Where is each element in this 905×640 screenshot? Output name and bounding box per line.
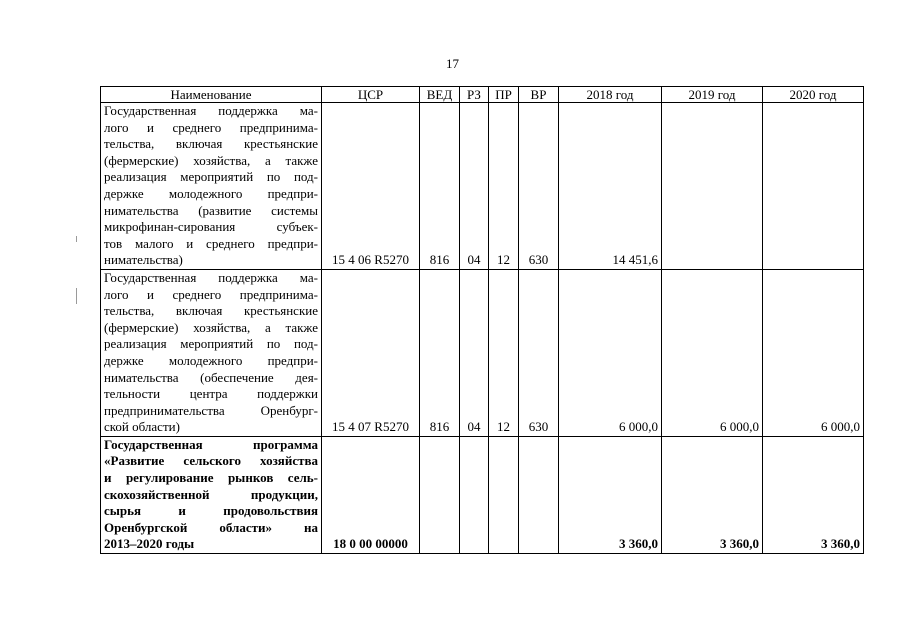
cell-2019 — [662, 103, 763, 270]
name-line: «Развитие сельского хозяйства — [104, 453, 318, 469]
header-rz: РЗ — [460, 87, 489, 103]
name-line: тельности центра поддержки — [104, 386, 318, 402]
name-line: лого и среднего предпринима- — [104, 286, 318, 302]
name-line: тельства, включая крестьянские — [104, 136, 318, 152]
scan-mark-top — [76, 236, 77, 242]
name-line: ской области) — [104, 419, 180, 435]
cell-rz — [460, 436, 489, 553]
name-line: реализация мероприятий по под- — [104, 169, 318, 185]
budget-table — [100, 86, 864, 554]
table-row — [101, 436, 864, 553]
cell-rz: 04 — [460, 269, 489, 436]
cell-vr: 630 — [519, 103, 559, 270]
cell-name — [101, 436, 322, 553]
cell-2019: 3 360,0 — [662, 436, 763, 553]
cell-pr: 12 — [489, 103, 519, 270]
header-vr: ВР — [519, 87, 559, 103]
header-2020: 2020 год — [763, 87, 864, 103]
cell-2018: 6 000,0 — [559, 269, 662, 436]
name-line: 2013–2020 годы — [104, 536, 195, 552]
cell-ved: 816 — [420, 269, 460, 436]
cell-2020 — [763, 103, 864, 270]
name-line: Государственная поддержка ма- — [104, 103, 318, 118]
name-line: тов малого и среднего предпри- — [104, 235, 318, 251]
cell-csr: 18 0 00 00000 — [322, 436, 420, 553]
header-name: Наименование — [101, 87, 322, 103]
name-line: нимательства (развитие системы — [104, 202, 318, 218]
cell-name — [101, 269, 322, 436]
cell-ved — [420, 436, 460, 553]
table-row — [101, 103, 864, 270]
header-row — [101, 87, 864, 103]
name-line: скохозяйственной продукции, — [104, 486, 318, 502]
scan-mark-bottom — [76, 288, 77, 304]
cell-2020: 3 360,0 — [763, 436, 864, 553]
header-pr: ПР — [489, 87, 519, 103]
name-line: сырья и продовольствия — [104, 503, 318, 519]
name-line: держке молодежного предпри- — [104, 185, 318, 201]
name-line: нимательства (обеспечение дея- — [104, 369, 318, 385]
name-line: лого и среднего предпринима- — [104, 119, 318, 135]
name-line: нимательства) — [104, 252, 183, 268]
name-line: микрофинан-сирования субъек- — [104, 219, 318, 235]
cell-2020: 6 000,0 — [763, 269, 864, 436]
table-row — [101, 269, 864, 436]
name-line: Государственная программа — [104, 436, 318, 452]
name-line: тельства, включая крестьянские — [104, 303, 318, 319]
name-line: Государственная поддержка ма- — [104, 269, 318, 285]
cell-pr — [489, 436, 519, 553]
cell-csr: 15 4 07 R5270 — [322, 269, 420, 436]
name-line: и регулирование рынков сель- — [104, 470, 318, 486]
name-line: (фермерские) хозяйства, а также — [104, 319, 318, 335]
header-ved: ВЕД — [420, 87, 460, 103]
name-line: держке молодежного предпри- — [104, 352, 318, 368]
cell-pr: 12 — [489, 269, 519, 436]
cell-ved: 816 — [420, 103, 460, 270]
cell-rz: 04 — [460, 103, 489, 270]
cell-vr: 630 — [519, 269, 559, 436]
cell-name — [101, 103, 322, 270]
name-line: Оренбургской области» на — [104, 519, 318, 535]
name-line: реализация мероприятий по под- — [104, 336, 318, 352]
name-line: (фермерские) хозяйства, а также — [104, 152, 318, 168]
cell-2019: 6 000,0 — [662, 269, 763, 436]
cell-vr — [519, 436, 559, 553]
name-line: предпринимательства Оренбург- — [104, 402, 318, 418]
header-2018: 2018 год — [559, 87, 662, 103]
cell-2018: 3 360,0 — [559, 436, 662, 553]
header-csr: ЦСР — [322, 87, 420, 103]
cell-csr: 15 4 06 R5270 — [322, 103, 420, 270]
page-number: 17 — [446, 56, 459, 71]
header-2019: 2019 год — [662, 87, 763, 103]
cell-2018: 14 451,6 — [559, 103, 662, 270]
